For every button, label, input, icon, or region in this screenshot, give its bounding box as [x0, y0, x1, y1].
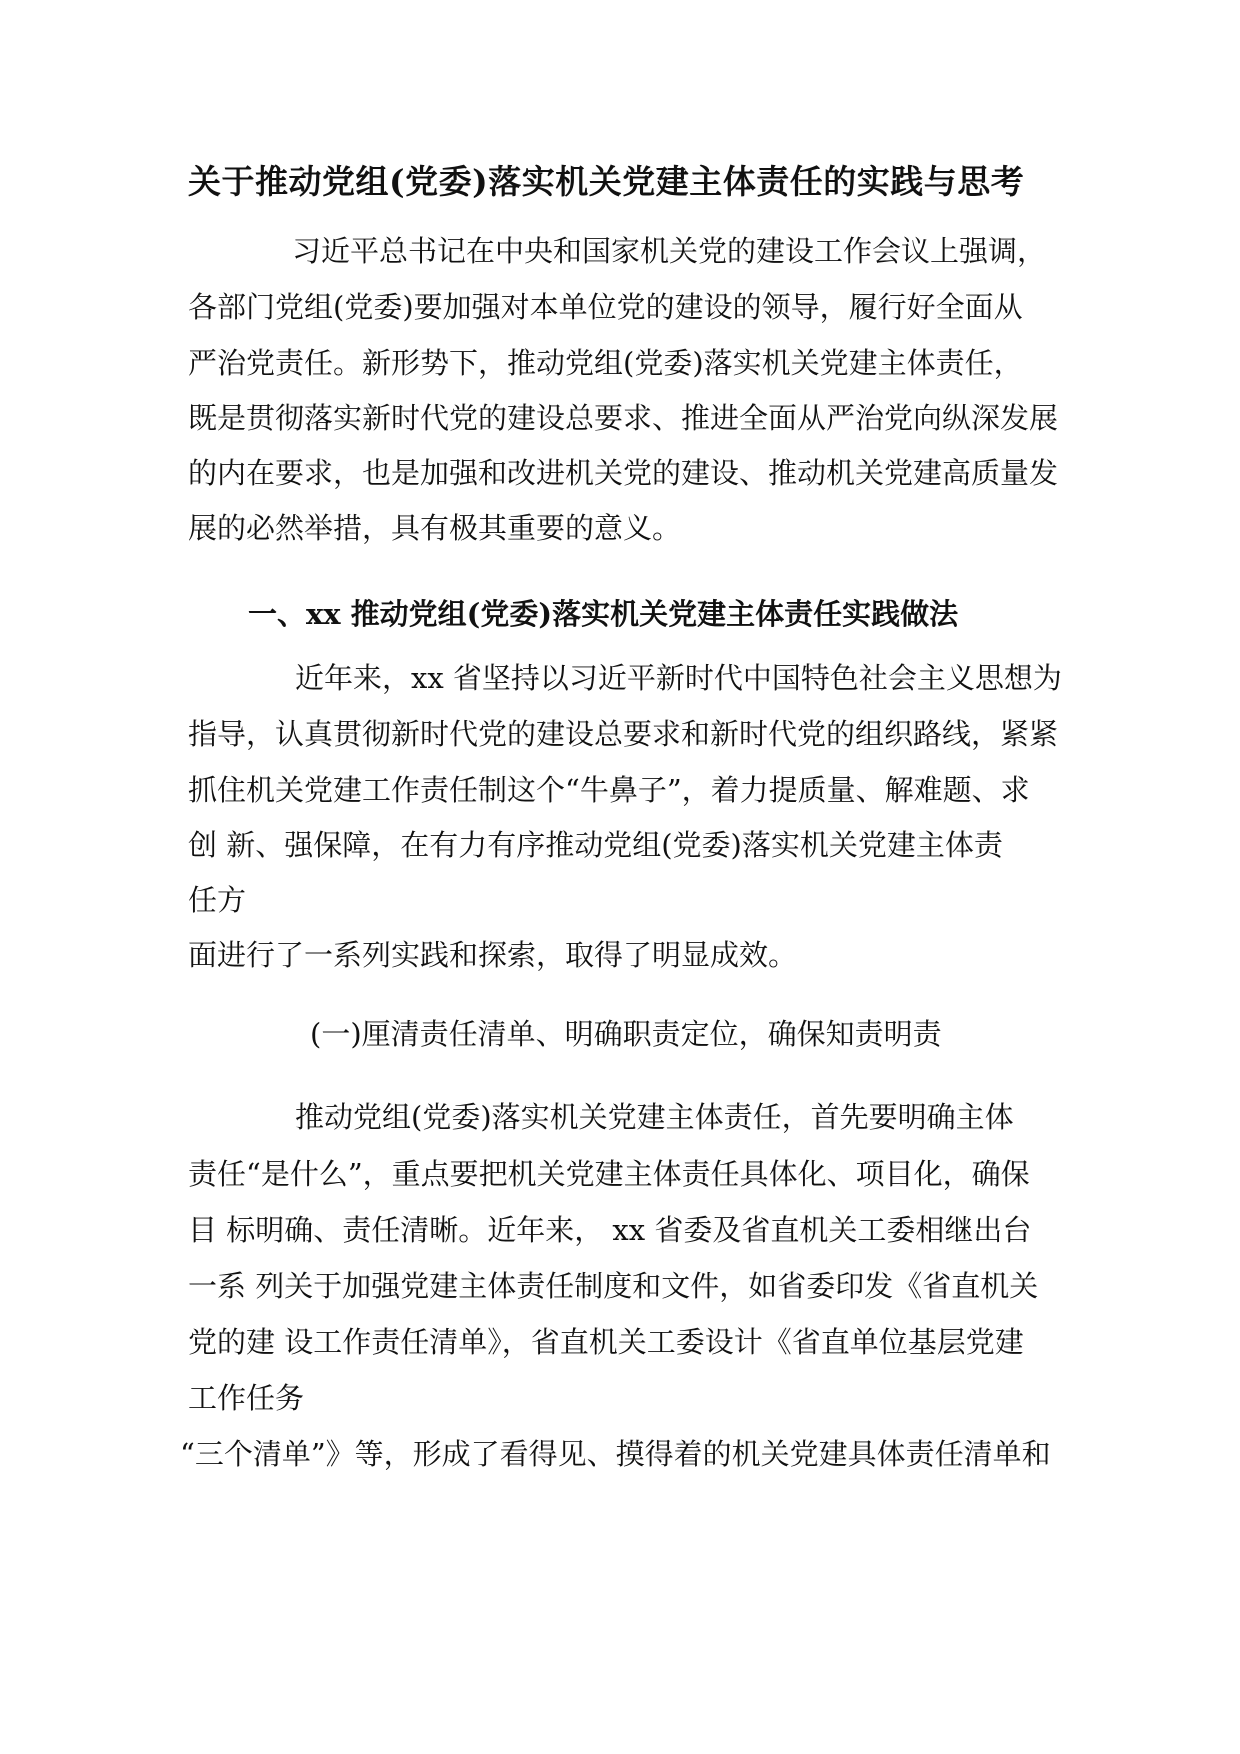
- section-line: 抓住机关党建工作责任制这个“牛鼻子”，着力提质量、解难题、求: [188, 773, 1030, 807]
- section-line: 创 新、强保障，在有力有序推动党组(党委)落实机关党建主体责: [188, 828, 1003, 862]
- section-line: 指导，认真贯彻新时代党的建设总要求和新时代党的组织路线，紧紧: [188, 717, 1059, 751]
- document-title: 关于推动党组(党委)落实机关党建主体责任的实践与思考: [188, 162, 1025, 201]
- subsection-line: 一系 列关于加强党建主体责任制度和文件，如省委印发《省直机关: [188, 1269, 1039, 1303]
- subsection-line: 推动党组(党委)落实机关党建主体责任，首先要明确主体: [295, 1100, 1014, 1134]
- subsection-line: 责任“是什么”，重点要把机关党建主体责任具体化、项目化，确保: [188, 1157, 1030, 1191]
- section-line: 面进行了一系列实践和探索，取得了明显成效。: [188, 938, 798, 972]
- subsection-line: 目 标明确、责任清晰。近年来， xx 省委及省直机关工委相继出台: [188, 1213, 1032, 1247]
- section-line: 近年来，xx 省坚持以习近平新时代中国特色社会主义思想为: [295, 661, 1062, 695]
- subsection-line: “三个清单”》等，形成了看得见、摸得着的机关党建具体责任清单和: [180, 1437, 1051, 1471]
- intro-line: 既是贯彻落实新时代党的建设总要求、推进全面从严治党向纵深发展: [188, 401, 1059, 435]
- section-heading: 一、xx 推动党组(党委)落实机关党建主体责任实践做法: [248, 597, 959, 631]
- subsection-line: 党的建 设工作责任清单》，省直机关工委设计《省直单位基层党建: [188, 1325, 1024, 1359]
- subsection-heading: (一)厘清责任清单、明确职责定位，确保知责明责: [310, 1017, 942, 1051]
- intro-line: 的内在要求，也是加强和改进机关党的建设、推动机关党建高质量发: [188, 456, 1059, 490]
- subsection-line: 工作任务: [188, 1381, 305, 1415]
- intro-line: 习近平总书记在中央和国家机关党的建设工作会议上强调，: [292, 234, 1047, 268]
- intro-line: 展的必然举措，具有极其重要的意义。: [188, 511, 682, 545]
- section-line: 任方: [188, 883, 247, 917]
- intro-line: 严治党责任。新形势下，推动党组(党委)落实机关党建主体责任，: [188, 346, 1023, 380]
- intro-line: 各部门党组(党委)要加强对本单位党的建设的领导，履行好全面从: [188, 290, 1023, 324]
